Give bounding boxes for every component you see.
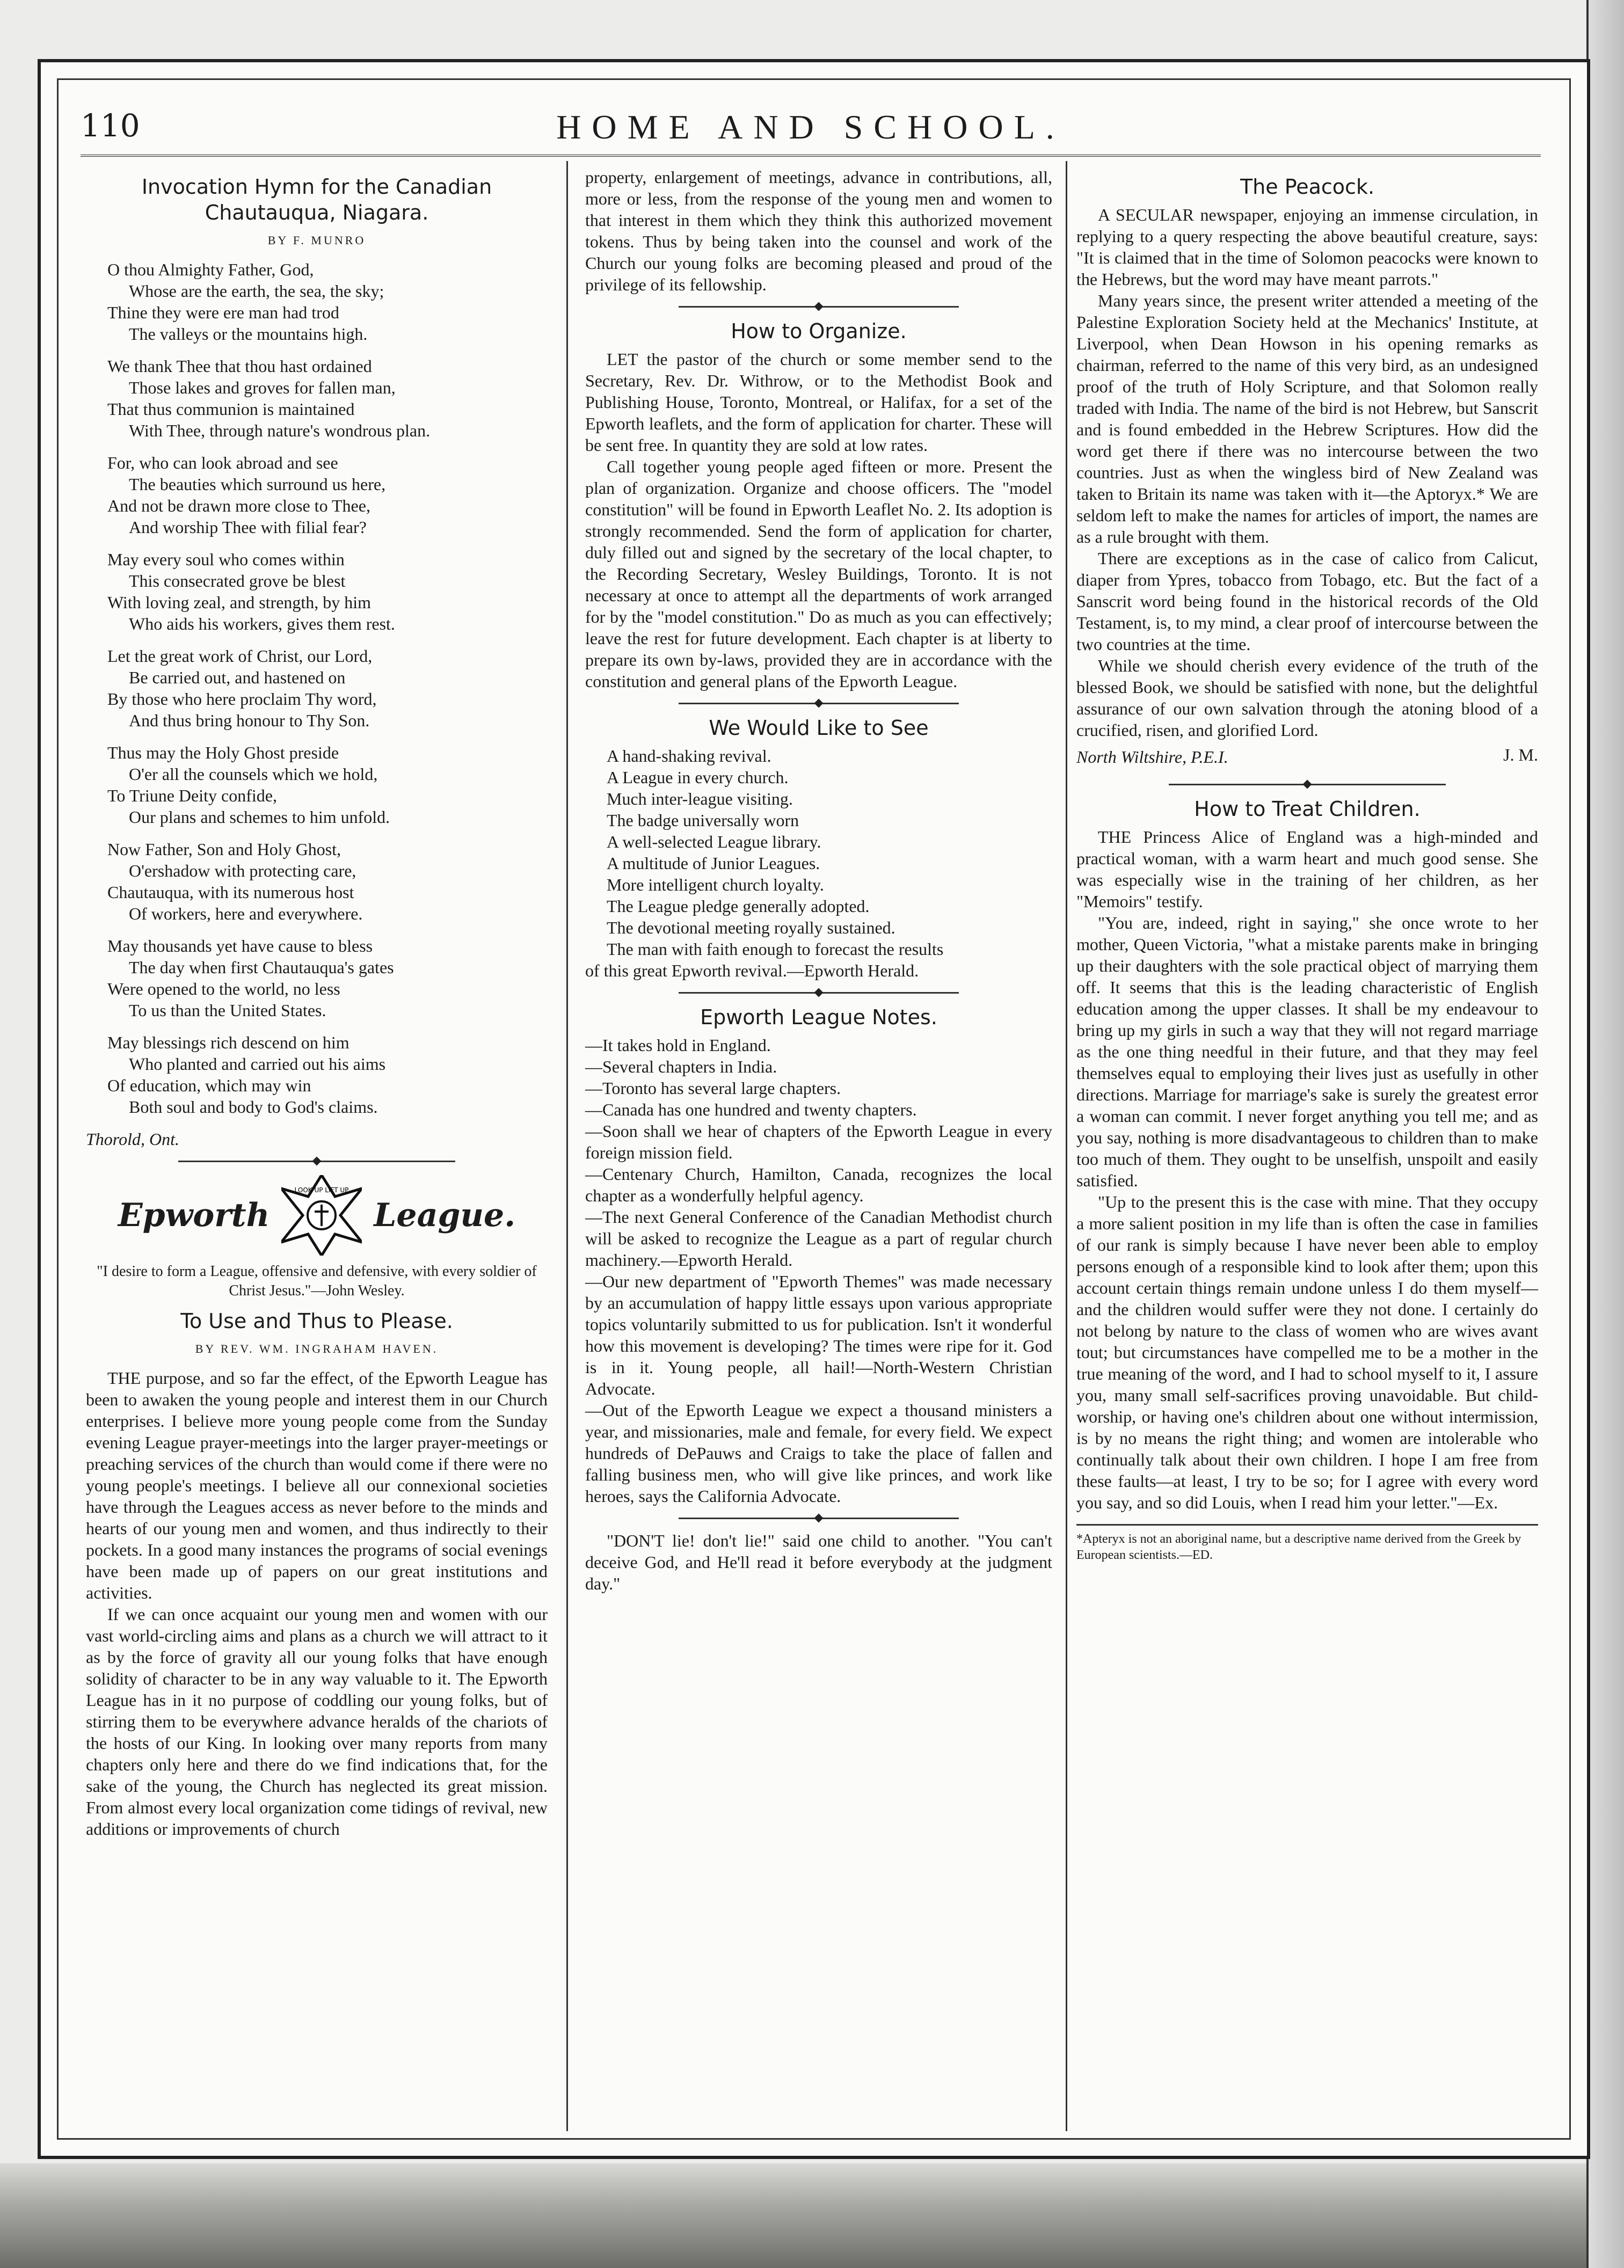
hymn-line: This consecrated grove be blest (129, 571, 346, 590)
hymn-stanza (86, 452, 548, 538)
column-divider-1 (566, 161, 568, 2131)
list-item: More intelligent church loyalty. (607, 875, 824, 894)
hymn-byline: BY F. MUNRO (267, 234, 366, 247)
hymn-line: For, who can look abroad and see (107, 453, 338, 472)
header-rule (81, 155, 1541, 157)
hymn-title: Invocation Hymn for the Canadian Chautauqua, Niagara. (141, 175, 492, 224)
note-item: —Our new department of "Epworth Themes" was made necessary by an accumulation of happy little essays upon various appropriate topics voluntarily submitted to us for publication. Isn't it wonderful how this movement is developing? The times were ripe for it. God is in it. Young people, all hail!—North-Western Christian Advocate. (585, 1272, 1052, 1398)
children-title: How to Treat Children. (1194, 797, 1421, 821)
note-item: —Several chapters in India. (585, 1057, 777, 1076)
maltese-cross-icon (281, 1175, 362, 1256)
list-item: A well-selected League library. (607, 832, 821, 851)
note-item: —Soon shall we hear of chapters of the Epworth League in every foreign mission field. (585, 1121, 1052, 1162)
hymn-line: Our plans and schemes to him unfold. (129, 807, 390, 827)
hymn-line: Thine they were ere man had trod (107, 303, 339, 322)
page-shadow (0, 2163, 1624, 2268)
list-item: The man with faith enough to forecast the results (607, 939, 944, 959)
hymn-line: O thou Almighty Father, God, (107, 260, 314, 279)
would-like-title: We Would Like to See (709, 716, 929, 740)
hymn-line: Both soul and body to God's claims. (129, 1097, 378, 1117)
hymn-line: And worship Thee with filial fear? (129, 517, 367, 537)
note-item: —Out of the Epworth League we expect a thousand ministers a year, and missionaries, male and female, for every field. We expect hundreds of DePauws and Craigs to take the place of fallen and falling business men, who will give like princes, and work like heroes, says the California Advocate. (585, 1401, 1052, 1506)
hymn-line: The day when first Chautauqua's gates (129, 958, 394, 977)
hymn-line: Thus may the Holy Ghost preside (107, 743, 339, 762)
hymn-line: The valleys or the mountains high. (129, 324, 368, 344)
footnote: *Apteryx is not an aboriginal name, but a descriptive name derived from the Greek by European scientists.—ED. (1076, 1524, 1538, 1563)
column-divider-2 (1066, 161, 1067, 2131)
hymn-line: Of education, which may win (107, 1076, 311, 1095)
hymn-line: Whose are the earth, the sea, the sky; (129, 281, 384, 301)
article-paragraph: If we can once acquaint our young men and women with our vast world-circling aims and plans as a church we will attract to it as by the force of gravity all our young folks that have enough solidity of character to be in any way valuable to it. The Epworth League has in it no purpose of coddling our young folks, but of stirring them to be everywhere advance heralds of the chariots of the hosts of our King. In looking over many reports from many chapters only here and there do we find indications that, for the sake of the young, the Church has neglected its great mission. From almost every local organization come tidings of revival, new additions or improvements of church (86, 1605, 548, 1839)
column-right (1076, 166, 1538, 1563)
list-item: A League in every church. (607, 768, 789, 787)
hymn-line: Of workers, here and everywhere. (129, 904, 363, 923)
peacock-paragraph: There are exceptions as in the case of calico from Calicut, diaper from Ypres, tobacco from Tobago, etc. But the fact of a Sanscrit word being found in the historical records of the Old Testament, is, to my mind, a clear proof of intercourse between the two countries at the time. (1076, 549, 1538, 654)
hymn-stanza (86, 1032, 548, 1118)
page-header (81, 102, 1541, 150)
section-divider (679, 703, 959, 704)
would-like-list (585, 745, 1052, 960)
hymn-stanza (86, 935, 548, 1021)
peacock-signature-row (1076, 744, 1538, 773)
how-to-organize-title: How to Organize. (731, 319, 907, 343)
hymn-stanza (86, 259, 548, 345)
dont-lie-paragraph: "DON'T lie! don't lie!" said one child to another. "You can't deceive God, and He'll read it before everybody at the judgment day." (585, 1531, 1052, 1593)
peacock-signature: J. M. (1503, 745, 1538, 764)
peacock-title: The Peacock. (1240, 175, 1375, 199)
list-item: Much inter-league visiting. (607, 789, 793, 808)
page-number: 110 (81, 107, 140, 144)
peacock-place: North Wiltshire, P.E.I. (1076, 747, 1228, 767)
epworth-league-banner (86, 1175, 548, 1256)
hymn-line: May thousands yet have cause to bless (107, 936, 373, 956)
hymn-line: With loving zeal, and strength, by him (107, 593, 372, 612)
note-item: —The next General Conference of the Canadian Methodist church will be asked to recognize the League as a part of regular church machinery.—Epworth Herald. (585, 1207, 1052, 1270)
would-like-last-line: of this great Epworth revival.—Epworth Herald. (585, 961, 919, 980)
section-divider (1169, 784, 1446, 785)
banner-left-word: Epworth (118, 1197, 270, 1234)
continued-paragraph: property, enlargement of meetings, advance in contributions, all, more or less, from the response of the young men and women to that interest in them which they think this authorized movement tokens. Thus by being taken into the counsel and work of the Church our young folks are becoming pleased and proud of the privilege of its fellowship. (585, 167, 1052, 294)
hymn-stanza (86, 549, 548, 635)
note-item: —Toronto has several large chapters. (585, 1078, 841, 1098)
hymn-line: To Triune Deity confide, (107, 786, 277, 805)
hymn-line: By those who here proclaim Thy word, (107, 689, 377, 709)
hymn-line: Now Father, Son and Holy Ghost, (107, 840, 341, 859)
article-paragraph: THE purpose, and so far the effect, of the Epworth League has been to awaken the young people and interest them in our Church enterprises. I believe more young people come from the Sunday evening League prayer-meetings into the larger prayer-meetings or preaching services of the church than would come if there were no young people's meetings. I believe all our connexional societies have through the Leagues access as never before to the minds and hearts of our young men and women, and thus indirectly to their pockets. In a good many instances the programs of social evenings have been made up of papers on our great institutions and activities. (86, 1368, 548, 1602)
list-item: The League pledge generally adopted. (607, 896, 870, 916)
children-paragraph: "You are, indeed, right in saying," she once wrote to her mother, Queen Victoria, "what a mistake parents make in bringing up their daughters with the sole practical object of marrying them off. It seems that this is the leading characteristic of English education among the upper classes. It shall be my endeavour to bring up my girls in such a way that they will not regard marriage as the one thing needful in their future, and that they may feel themselves equal to employing their lives just as usefully in other directions. Marriage for marriage's sake is surely the greatest error a woman can commit. I never forget anything you tell me; and as you say, nothing is more disadvantageous to children than to make too much of them. They ought to be unselfish, unspoilt and easily satisfied. (1076, 913, 1538, 1190)
hymn-line: May blessings rich descend on him (107, 1033, 349, 1052)
hymn-line: Who aids his workers, gives them rest. (129, 614, 395, 633)
hymn-line: Those lakes and groves for fallen man, (129, 378, 396, 397)
hymn-line: Let the great work of Christ, our Lord, (107, 646, 373, 666)
hymn-stanza (86, 355, 548, 441)
wesley-quote: "I desire to form a League, offensive and defensive, with every soldier of Christ Jesus."—John Wesley. (97, 1263, 537, 1299)
banner-right-word: League. (374, 1197, 516, 1234)
peacock-paragraph: While we should cherish every evidence of the truth of the blessed Book, we should be satisfied with none, but the delightful assurance of our own salvation through the atoning blood of a crucified, risen, and glorified Lord. (1076, 656, 1538, 740)
list-item: The badge universally worn (607, 811, 799, 830)
section-divider (679, 306, 959, 308)
hymn-line: And thus bring honour to Thy Son. (129, 711, 370, 730)
hymn-stanza (86, 645, 548, 731)
hymn-stanza (86, 742, 548, 828)
section-divider (679, 1518, 959, 1519)
next-page-edge (1586, 0, 1624, 2268)
hymn-line: That thus communion is maintained (107, 399, 355, 419)
list-item: The devotional meeting royally sustained. (607, 918, 895, 937)
column-middle (585, 166, 1052, 1594)
note-item: —It takes hold in England. (585, 1035, 771, 1055)
peacock-paragraph: Many years since, the present writer attended a meeting of the Palestine Exploration Society held at the Mechanics' Institute, at Liverpool, when Dean Howson in his opening remarks as chairman, referred to the name of this very bird, as an undesigned proof of the truth of Holy Scripture, and that Solomon really traded with India. The name of the bird is not Hebrew, but Sanscrit and is found embedded in the Hebrew Scriptures. How did the word get there if there was no intercourse between the two countries. Just as when the wingless bird of New Zealand was taken to Britain its name was taken with it—the Aptoryx.* We are seldom left to make the names for articles of import, the names are as a rule brought with them. (1076, 291, 1538, 546)
peacock-paragraph: A SECULAR newspaper, enjoying an immense circulation, in replying to a query respecting the above beautiful creature, says: "It is claimed that in the time of Solomon peacocks were known to the Hebrews, but the word may have meant parrots." (1076, 205, 1538, 289)
hymn-line: Chautauqua, with its numerous host (107, 883, 354, 902)
hymn-line: Who planted and carried out his aims (129, 1054, 386, 1074)
hymn-line: Be carried out, and hastened on (129, 668, 346, 687)
list-item: A hand-shaking revival. (607, 746, 771, 765)
children-paragraph: THE Princess Alice of England was a high-minded and practical woman, with a warm heart and much good sense. She was especially wise in the training of her children, as her "Memoirs" testify. (1076, 827, 1538, 911)
article-title-use-and-please: To Use and Thus to Please. (180, 1309, 453, 1333)
note-item: —Canada has one hundred and twenty chapters. (585, 1100, 917, 1119)
hymn-line: With Thee, through nature's wondrous plan. (129, 421, 431, 440)
hymn-stanza (86, 838, 548, 924)
article-byline: BY REV. WM. INGRAHAM HAVEN. (195, 1342, 439, 1355)
hymn-place: Thorold, Ont. (86, 1129, 179, 1149)
league-notes-list (585, 1034, 1052, 1507)
hymn-line: O'ershadow with protecting care, (129, 861, 356, 880)
hymn-line: Were opened to the world, no less (107, 979, 340, 998)
hymn-line: The beauties which surround us here, (129, 475, 386, 494)
running-title: HOME AND SCHOOL. (556, 108, 1065, 146)
section-divider (679, 992, 959, 994)
organize-paragraph: LET the pastor of the church or some member send to the Secretary, Rev. Dr. Withrow, or to the Methodist Book and Publishing House, Toronto, Montreal, or Halifax, for a set of the Epworth leaflets, and the form of application for charter. These will be sent free. In quantity they are sold at low rates. (585, 349, 1052, 455)
hymn-line: May every soul who comes within (107, 550, 345, 569)
list-item: A multitude of Junior Leagues. (607, 854, 820, 873)
hymn-line: And not be drawn more close to Thee, (107, 496, 370, 515)
section-divider (178, 1161, 455, 1162)
children-paragraph: "Up to the present this is the case with mine. That they occupy a more salient position in my life than is often the case in families of our rank is simply because I have never been able to employ persons enough of a responsible kind to look after them; upon this account certain things remain undone unless I do them myself—and the children would suffer were they not done. I certainly do not belong by nature to the class of women who are wives avant tout; but circumstances have compelled me to be a mother in the true meaning of the word, and I had to school myself to it, I assure you, many small self-sacrifices proving unavoidable. But child-worship, or having one's children about one without intermission, is by no means the right thing; and women are intolerable who continually talk about their own children. I hope I am free from these faults—at least, I try to be so; for I agree with every word you say, and so did Louis, when I read him your letter."—Ex. (1076, 1192, 1538, 1512)
note-item: —Centenary Church, Hamilton, Canada, recognizes the local chapter as a wonderfully helpful agency. (585, 1164, 1052, 1205)
emblem-text: LOOK UP LIFT UP (294, 1186, 349, 1194)
hymn-stanzas (86, 259, 548, 1118)
league-notes-title: Epworth League Notes. (700, 1005, 937, 1029)
hymn-line: O'er all the counsels which we hold, (129, 764, 378, 784)
hymn-line: We thank Thee that thou hast ordained (107, 356, 372, 376)
organize-paragraph: Call together young people aged fifteen or more. Present the plan of organization. Organize and choose officers. The "model constitution" will be found in Epworth Leaflet No. 2. Its adoption is strongly recommended. Send the form of application for charter, duly filled out and signed by the secretary of the local chapter, to the Recording Secretary, Wesley Buildings, Toronto. It is not necessary at once to attempt all the departments of work arranged for by the "model constitution." Do as much as you can effectively; leave the rest for future development. Each chapter is at liberty to prepare its own by-laws, provided they are in accordance with the constitution and general plans of the Epworth League. (585, 457, 1052, 691)
column-left (86, 166, 548, 1840)
hymn-line: To us than the United States. (129, 1001, 326, 1020)
